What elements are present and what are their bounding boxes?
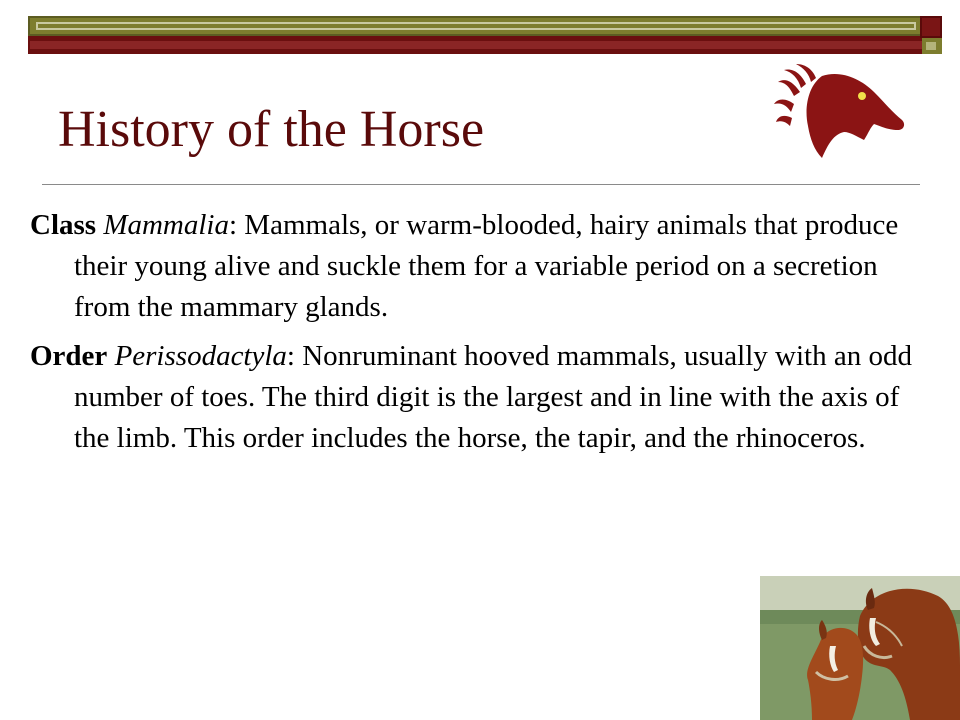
order-label: Order — [30, 340, 108, 372]
class-label: Class — [30, 209, 97, 241]
class-taxon: Mammalia — [103, 209, 229, 241]
top-decorative-bar — [28, 16, 944, 54]
maroon-stripe — [28, 36, 926, 54]
mare-and-foal-photo — [760, 576, 960, 720]
order-paragraph — [30, 336, 930, 459]
slide-title: History of the Horse — [58, 101, 485, 158]
class-paragraph — [30, 205, 930, 328]
slide-body — [30, 205, 930, 467]
title-divider — [42, 184, 920, 185]
maroon-square — [920, 16, 942, 38]
horse-head-logo-icon — [770, 62, 910, 162]
olive-square — [922, 38, 942, 54]
olive-stripe — [28, 16, 924, 36]
order-description: : Nonruminant hooved mammals, usually with an odd number of toes. The third digit is the largest and in line with the axis of the limb. This order includes the horse, the tapir, and the rhinoceros. — [74, 340, 912, 454]
order-taxon: Perissodactyla — [114, 340, 287, 372]
class-description: : Mammals, or warm-blooded, hairy animals that produce their young alive and suckle them for a variable period on a secretion from the mammary glands. — [74, 209, 899, 323]
